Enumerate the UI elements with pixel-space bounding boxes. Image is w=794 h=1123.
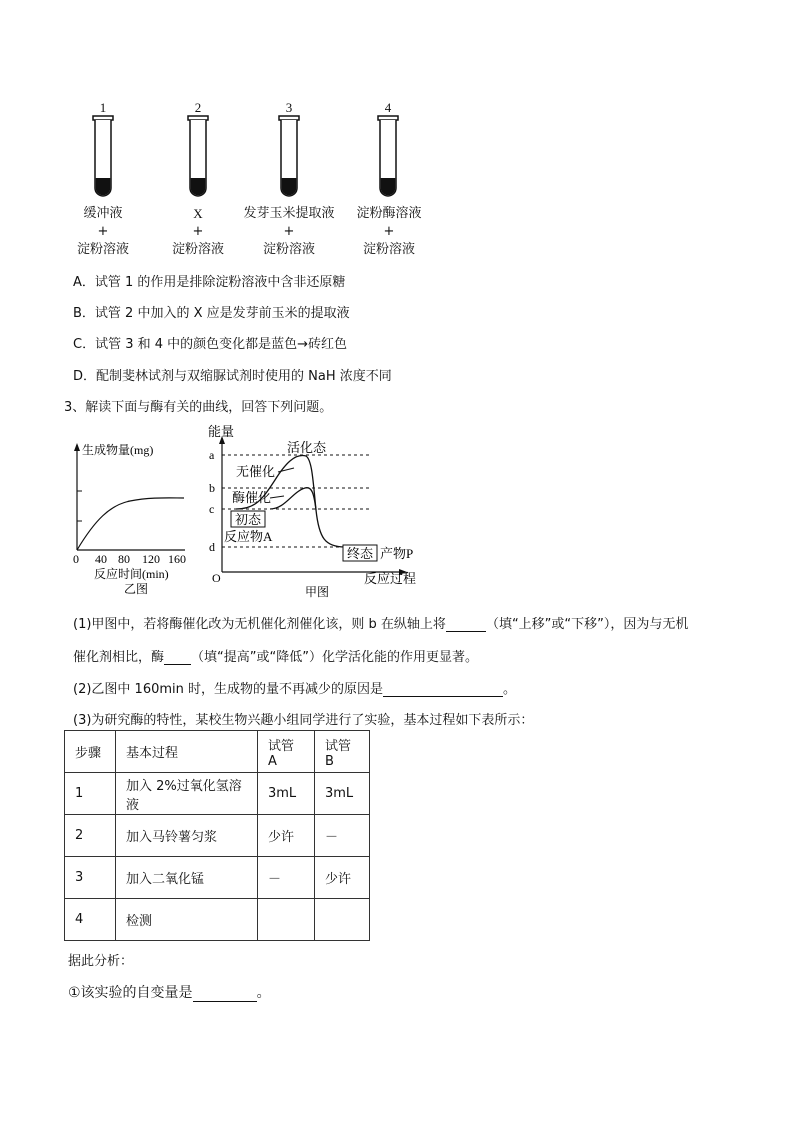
level-b: b xyxy=(209,481,215,495)
question-3-1: ①该实验的自变量是 。 xyxy=(68,985,271,1001)
chart-yi xyxy=(60,425,210,600)
table-cell: 3mL xyxy=(258,773,315,815)
question-1-line-2: 催化剂相比，酶 （填“提高”或“降低”）化学活化能的作用更显著。 xyxy=(73,650,478,665)
table-cell: 1 xyxy=(65,773,116,815)
label-reactant: 反应物A xyxy=(224,529,273,544)
table-cell: 3mL xyxy=(315,773,370,815)
yi-xtick: 40 xyxy=(95,552,107,566)
jia-ylabel: 能量 xyxy=(208,425,235,440)
curve-enzyme xyxy=(270,488,316,510)
yi-y-arrow xyxy=(74,443,80,451)
table-cell xyxy=(258,899,315,941)
option-d: D．配制斐林试剂与双缩脲试剂时使用的 NaH 浓度不同 xyxy=(73,369,392,384)
pointer-enzyme xyxy=(270,496,284,498)
label-product: 产物P xyxy=(380,546,414,561)
yi-xlabel: 反应时间(min) xyxy=(94,567,169,581)
jia-caption: 甲图 xyxy=(305,585,330,599)
jia-origin: O xyxy=(212,571,221,585)
tube-3-number: 3 xyxy=(285,100,293,115)
tube-4-label: 淀粉酶溶液 + 淀粉溶液 xyxy=(356,206,422,257)
table-row xyxy=(65,773,370,815)
table-cell: － xyxy=(258,857,315,899)
answer-blank[interactable] xyxy=(446,617,486,632)
yi-ylabel: 生成物量(mg) xyxy=(82,443,154,457)
table-header-cell: 基本过程 xyxy=(116,731,258,773)
yi-xtick: 160 xyxy=(168,552,186,566)
yi-xtick: 120 xyxy=(142,552,160,566)
tube-1-number: 1 xyxy=(99,100,107,115)
chart-jia xyxy=(200,420,425,602)
question-2: (2)乙图中 160min 时，生成物的量不再减少的原因是 。 xyxy=(73,682,517,697)
label-enzyme: 酶催化 xyxy=(232,491,272,506)
table-cell: 加入 2%过氧化氢溶液 xyxy=(116,773,258,815)
answer-blank[interactable] xyxy=(193,987,257,1002)
table-row xyxy=(65,857,370,899)
tube-3-icon xyxy=(276,114,302,202)
table-cell: 2 xyxy=(65,815,116,857)
table-row xyxy=(65,815,370,857)
tube-2-label: X + 淀粉溶液 xyxy=(171,206,224,257)
table-cell: 4 xyxy=(65,899,116,941)
yi-curve xyxy=(77,498,184,550)
answer-blank[interactable] xyxy=(164,650,191,665)
answer-blank[interactable] xyxy=(383,682,503,697)
tube-3-label: 发芽玉米提取液 + 淀粉溶液 xyxy=(243,206,335,257)
table-cell: 加入二氧化锰 xyxy=(116,857,258,899)
question-3-title: 3、解读下面与酶有关的曲线，回答下列问题。 xyxy=(64,400,333,415)
tube-1-icon xyxy=(90,114,116,202)
analysis-label: 据此分析： xyxy=(68,954,134,969)
tube-4-icon xyxy=(375,114,401,202)
option-c: C．试管 3 和 4 中的颜色变化都是蓝色→砖红色 xyxy=(73,337,348,352)
table-cell: 少许 xyxy=(258,815,315,857)
pointer-no-catalyst xyxy=(278,468,294,472)
option-b: B．试管 2 中加入的 X 应是发芽前玉米的提取液 xyxy=(73,306,350,321)
question-3-intro: (3)为研究酶的特性，某校生物兴趣小组同学进行了实验，基本过程如下表所示： xyxy=(73,713,534,728)
label-no-catalyst: 无催化 xyxy=(236,465,276,480)
table-cell: 加入马铃薯匀浆 xyxy=(116,815,258,857)
table-header-cell: 试管 B xyxy=(315,731,370,773)
table-row xyxy=(65,899,370,941)
tube-2-number: 2 xyxy=(194,100,202,115)
label-initial-state: 初态 xyxy=(235,513,262,528)
label-final-state: 终态 xyxy=(347,547,374,562)
jia-xlabel: 反应过程 xyxy=(364,572,417,587)
question-1-line-1: (1)甲图中，若将酶催化改为无机催化剂催化该，则 b 在纵轴上将 （填“上移”或“下移”），因为与无机 xyxy=(73,617,689,632)
experiment-table xyxy=(64,730,370,941)
tube-2-icon xyxy=(185,114,211,202)
tube-1-label: 缓冲液 + 淀粉溶液 xyxy=(76,206,129,257)
table-header-cell: 试管 A xyxy=(258,731,315,773)
table-header-cell: 步骤 xyxy=(65,731,116,773)
level-d: d xyxy=(209,540,215,554)
yi-caption: 乙图 xyxy=(124,582,149,596)
table-header-row xyxy=(65,731,370,773)
option-a: A．试管 1 的作用是排除淀粉溶液中含非还原糖 xyxy=(73,275,346,290)
table-cell xyxy=(315,899,370,941)
tube-4-number: 4 xyxy=(384,100,392,115)
table-cell: 少许 xyxy=(315,857,370,899)
label-active-state: 活化态 xyxy=(287,441,327,456)
level-c: c xyxy=(209,502,215,516)
table-cell: 3 xyxy=(65,857,116,899)
yi-xtick: 0 xyxy=(73,552,79,566)
table-cell: － xyxy=(315,815,370,857)
table-cell: 检测 xyxy=(116,899,258,941)
yi-xtick: 80 xyxy=(118,552,130,566)
level-a: a xyxy=(209,448,215,462)
